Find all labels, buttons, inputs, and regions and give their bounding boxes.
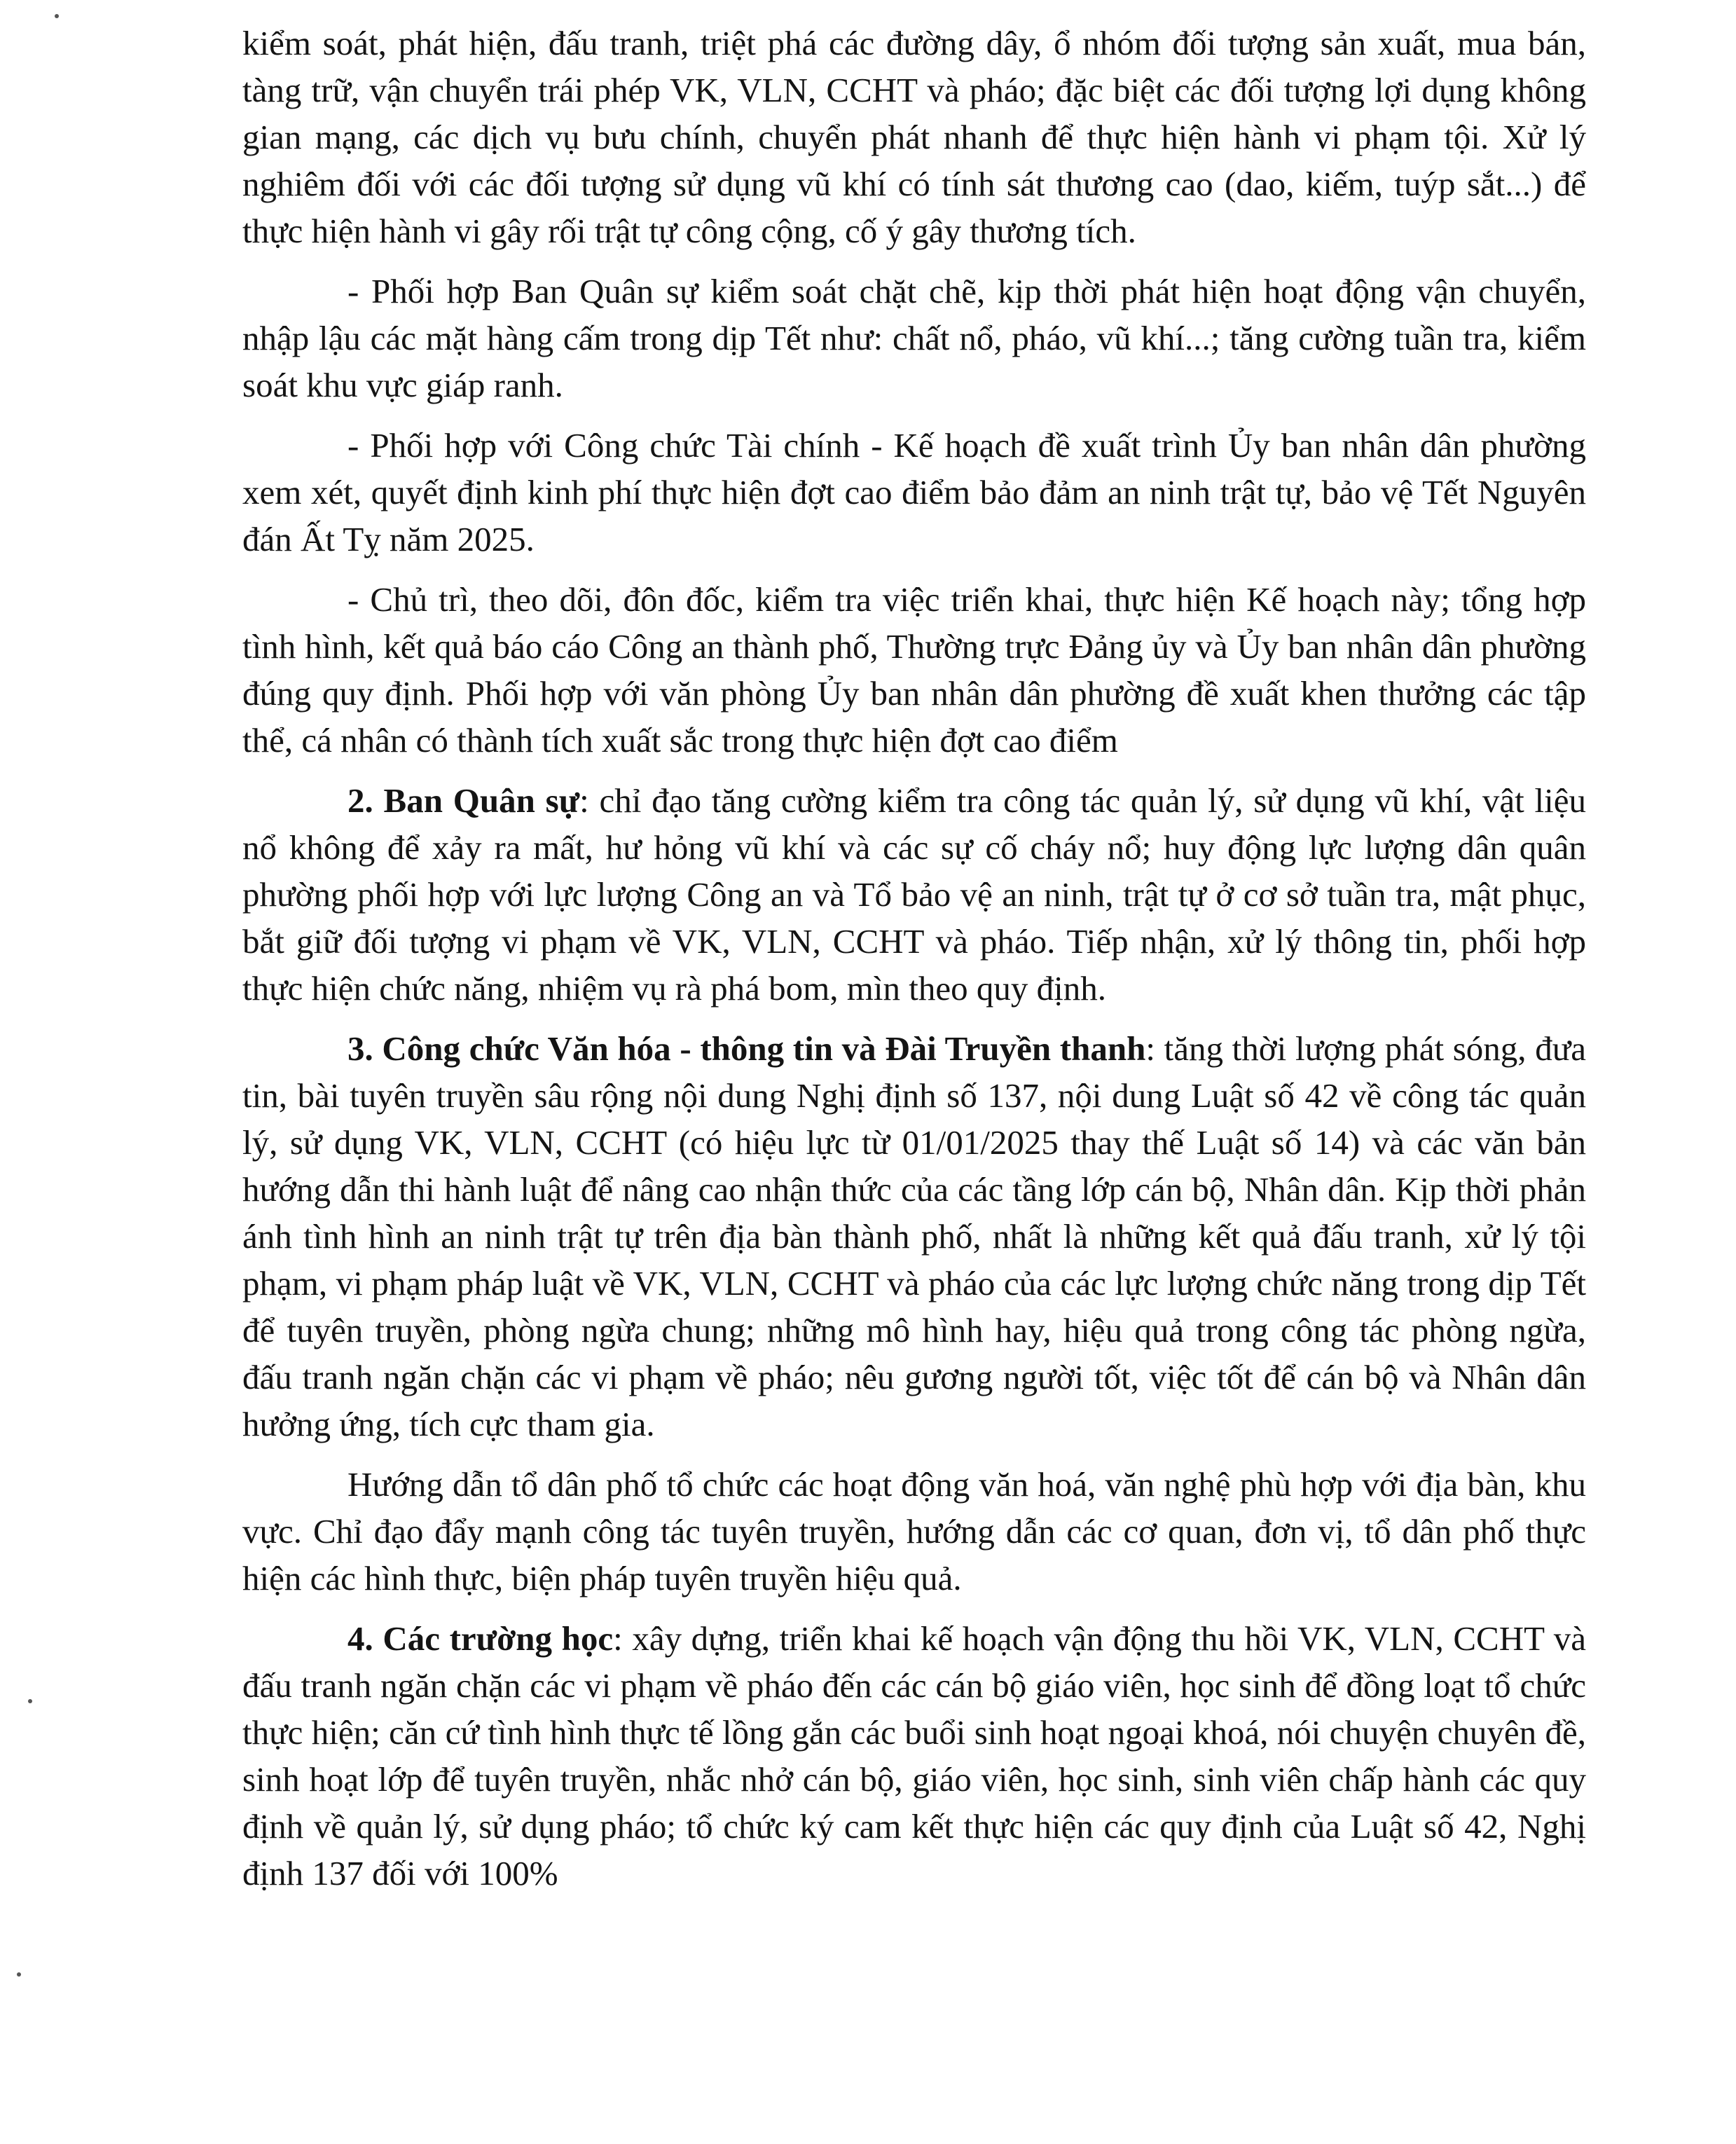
section-military-command <box>242 777 1586 1012</box>
paragraph-text: : tăng thời lượng phát sóng, đưa tin, bài tuyên truyền sâu rộng nội dung Nghị định số 137, nội dung Luật số 42 về công tác quản lý, sử dụng VK, VLN, CCHT (có hiệu lực từ 01/01/2025 thay thế Luật số 14) và các văn bản hướng dẫn thi hành luật để nâng cao nhận thức của các tầng lớp cán bộ, Nhân dân. Kịp thời phản ánh tình hình an ninh trật tự trên địa bàn thành phố, nhất là những kết quả đấu tranh, xử lý tội phạm, vi phạm pháp luật về VK, VLN, CCHT và pháo của các lực lượng chức năng trong dịp Tết để tuyên truyền, phòng ngừa chung; những mô hình hay, hiệu quả trong công tác phòng ngừa, đấu tranh ngăn chặn các vi phạm về pháo; nêu gương người tốt, việc tốt để cán bộ và Nhân dân hưởng ứng, tích cực tham gia. <box>242 1029 1586 1443</box>
paragraph-continuation <box>242 20 1586 254</box>
document-page <box>242 20 1586 1897</box>
scan-speck <box>17 1972 21 1977</box>
paragraph-coordinate-finance <box>242 422 1586 563</box>
section-heading: 4. Các trường học <box>347 1619 614 1658</box>
paragraph-text: - Phối hợp với Công chức Tài chính - Kế hoạch đề xuất trình Ủy ban nhân dân phường xem xét, quyết định kinh phí thực hiện đợt cao điểm bảo đảm an ninh trật tự, bảo vệ Tết Nguyên đán Ất Tỵ năm 2025. <box>242 426 1586 558</box>
paragraph-text: - Phối hợp Ban Quân sự kiểm soát chặt chẽ, kịp thời phát hiện hoạt động vận chuyển, nhập lậu các mặt hàng cấm trong dịp Tết như: chất nổ, pháo, vũ khí...; tăng cường tuần tra, kiểm soát khu vực giáp ranh. <box>242 272 1586 404</box>
scan-speck <box>55 14 59 18</box>
paragraph-text: - Chủ trì, theo dõi, đôn đốc, kiểm tra việc triển khai, thực hiện Kế hoạch này; tổng hợp tình hình, kết quả báo cáo Công an thành phố, Thường trực Đảng ủy và Ủy ban nhân dân phường đúng quy định. Phối hợp với văn phòng Ủy ban nhân dân phường đề xuất khen thưởng các tập thể, cá nhân có thành tích xuất sắc trong thực hiện đợt cao điểm <box>242 580 1586 760</box>
paragraph-text: : xây dựng, triển khai kế hoạch vận động thu hồi VK, VLN, CCHT và đấu tranh ngăn chặn các vi phạm về pháo đến các cán bộ giáo viên, học sinh để đồng loạt tổ chức thực hiện; căn cứ tình hình thực tế lồng gắn các buổi sinh hoạt ngoại khoá, nói chuyện chuyên đề, sinh hoạt lớp để tuyên truyền, nhắc nhở cán bộ, giáo viên, học sinh, sinh viên chấp hành các quy định về quản lý, sử dụng pháo; tổ chức ký cam kết thực hiện các quy định của Luật số 42, Nghị định 137 đối với 100% <box>242 1619 1586 1892</box>
scan-speck <box>28 1699 32 1703</box>
paragraph-text: : chỉ đạo tăng cường kiểm tra công tác quản lý, sử dụng vũ khí, vật liệu nổ không để xảy ra mất, hư hỏng vũ khí và các sự cố cháy nổ; huy động lực lượng dân quân phường phối hợp với lực lượng Công an và Tổ bảo vệ an ninh, trật tự ở cơ sở tuần tra, mật phục, bắt giữ đối tượng vi phạm về VK, VLN, CCHT và pháo. Tiếp nhận, xử lý thông tin, phối hợp thực hiện chức năng, nhiệm vụ rà phá bom, mìn theo quy định. <box>242 781 1586 1008</box>
paragraph-text: kiểm soát, phát hiện, đấu tranh, triệt phá các đường dây, ổ nhóm đối tượng sản xuất, mua bán, tàng trữ, vận chuyển trái phép VK, VLN, CCHT và pháo; đặc biệt các đối tượng lợi dụng không gian mạng, các dịch vụ bưu chính, chuyển phát nhanh để thực hiện hành vi phạm tội. Xử lý nghiêm đối với các đối tượng sử dụng vũ khí có tính sát thương cao (dao, kiếm, tuýp sắt...) để thực hiện hành vi gây rối trật tự công cộng, cố ý gây thương tích. <box>242 24 1586 250</box>
section-heading: 3. Công chức Văn hóa - thông tin và Đài Truyền thanh <box>347 1029 1146 1068</box>
paragraph-preside-monitor <box>242 576 1586 764</box>
section-heading: 2. Ban Quân sự <box>347 781 580 820</box>
paragraph-coordinate-military <box>242 268 1586 408</box>
section-schools <box>242 1615 1586 1897</box>
paragraph-text: Hướng dẫn tổ dân phố tổ chức các hoạt động văn hoá, văn nghệ phù hợp với địa bàn, khu vực. Chỉ đạo đẩy mạnh công tác tuyên truyền, hướng dẫn các cơ quan, đơn vị, tổ dân phố thực hiện các hình thực, biện pháp tuyên truyền hiệu quả. <box>242 1465 1586 1597</box>
paragraph-guide-residential-groups <box>242 1461 1586 1602</box>
section-culture-broadcast <box>242 1025 1586 1448</box>
